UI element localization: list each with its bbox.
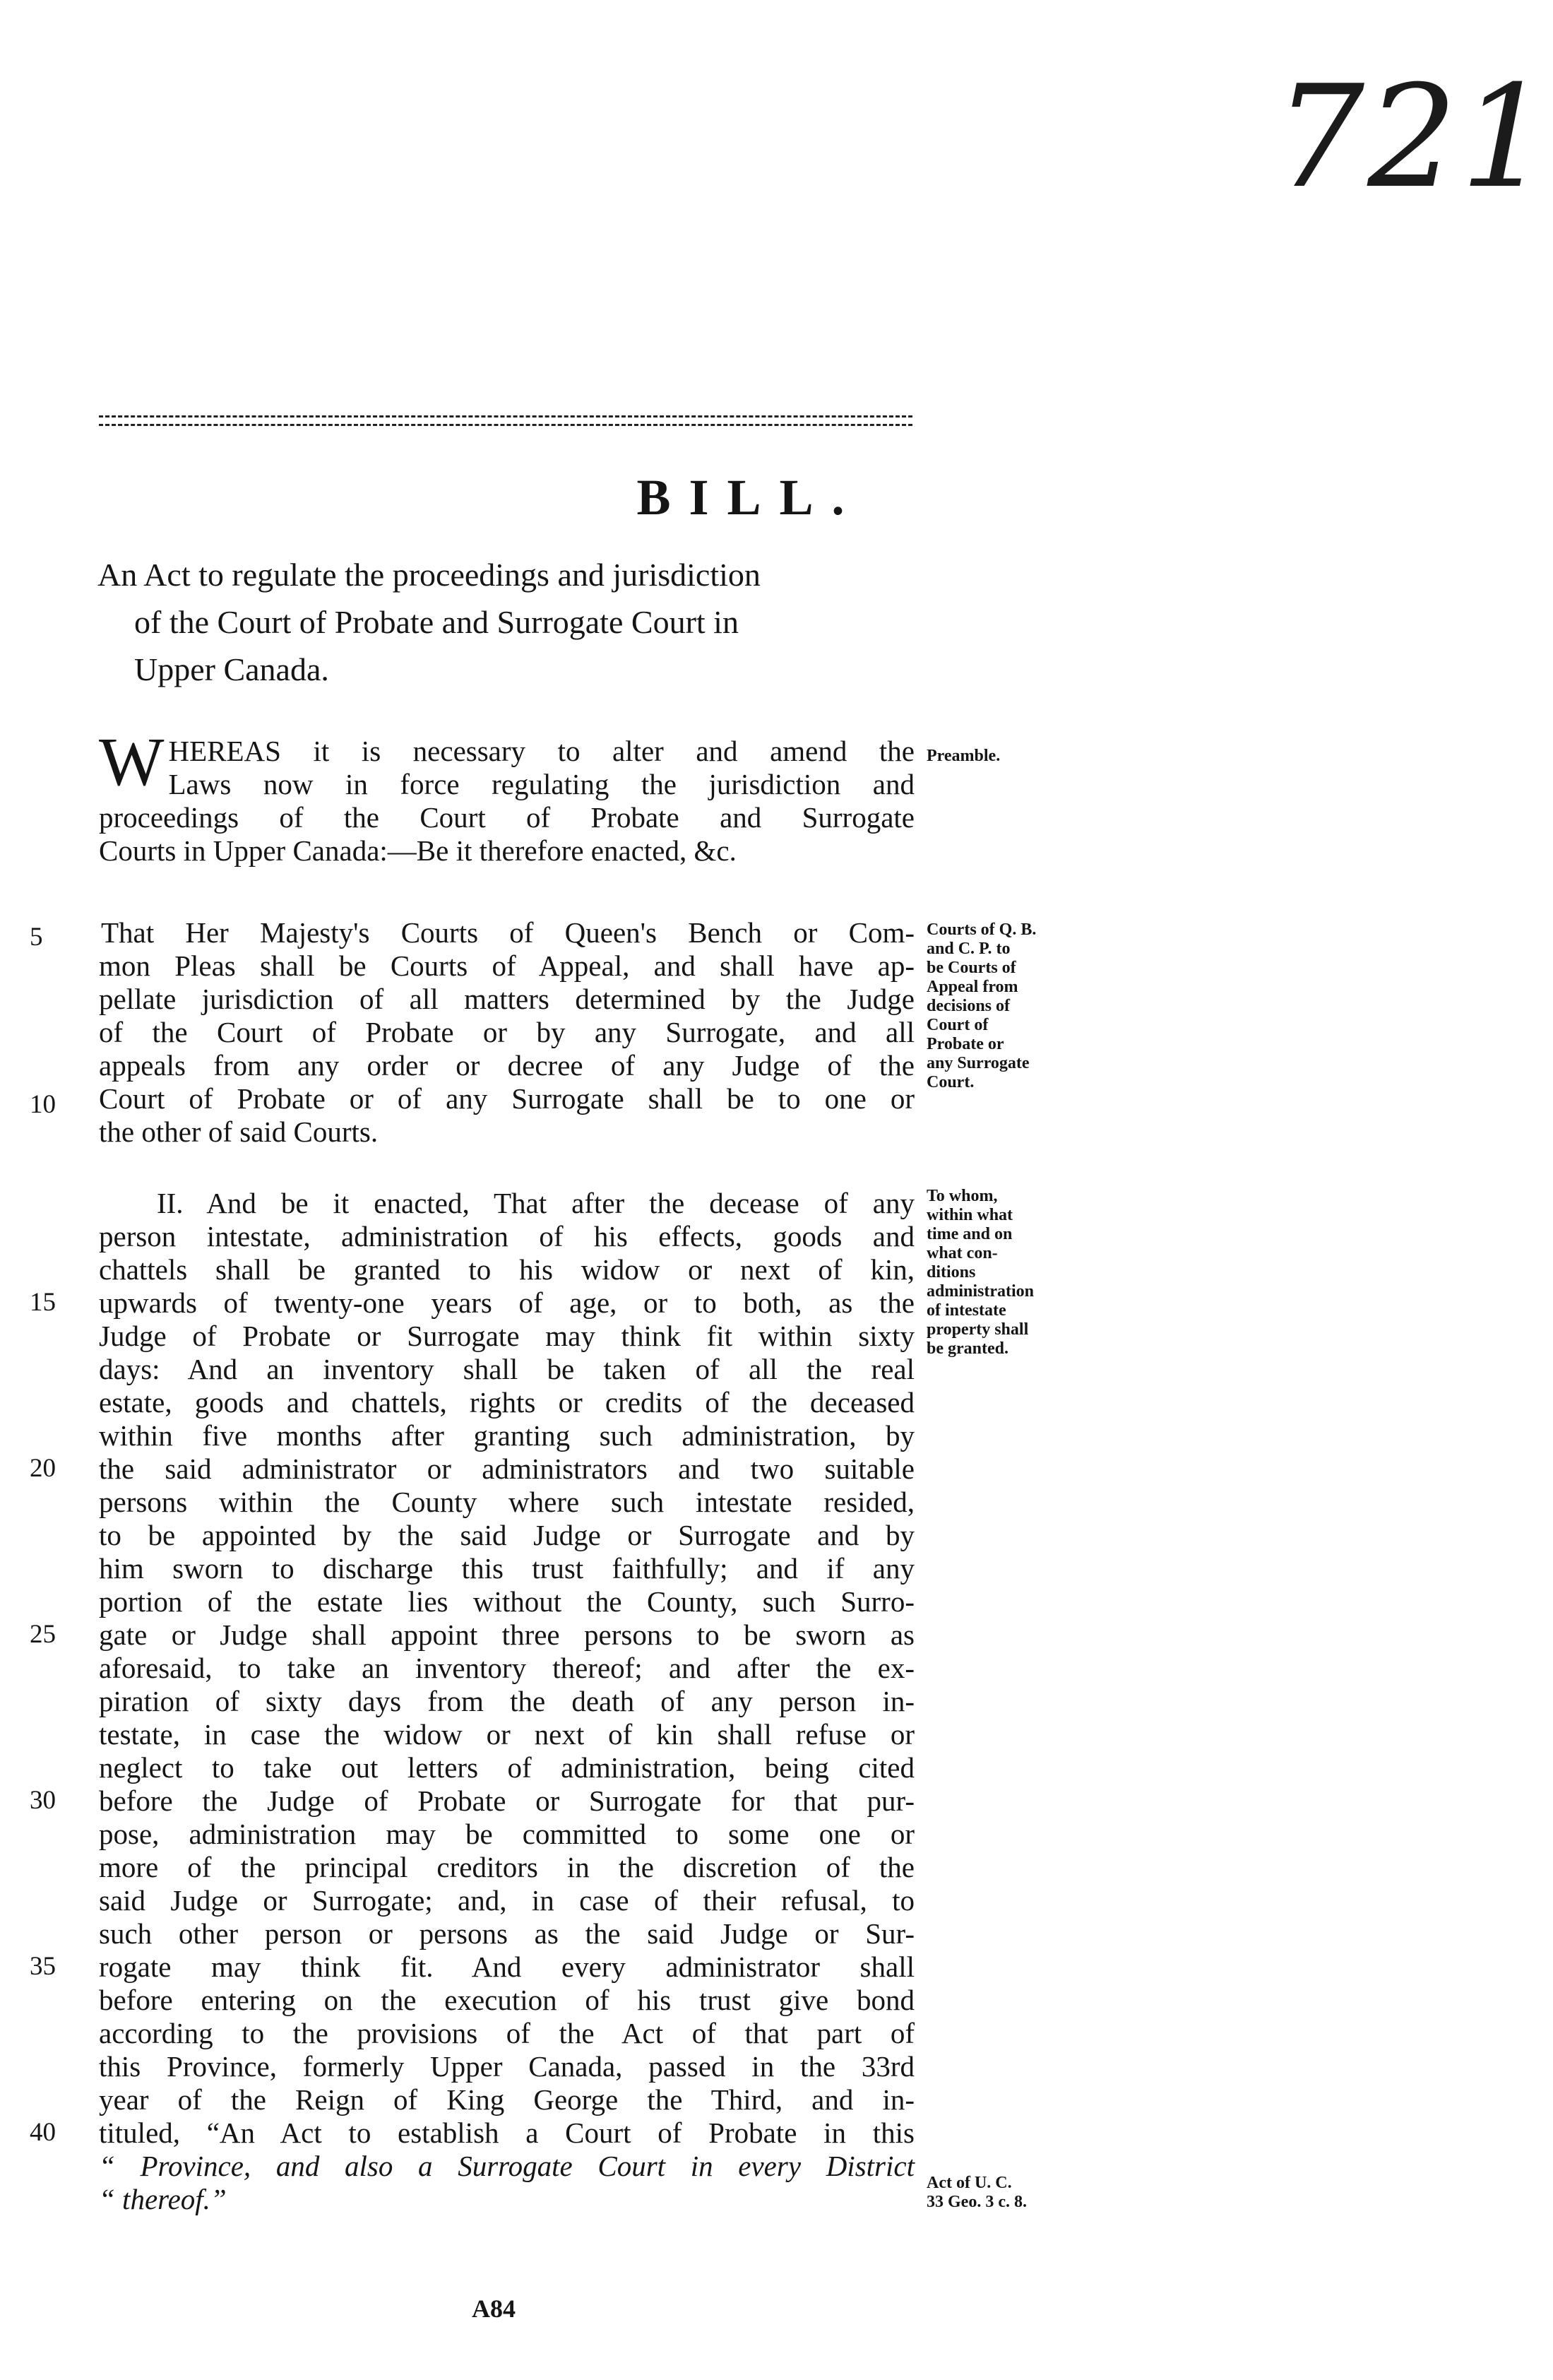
note-line: property shall — [927, 1320, 1029, 1339]
note-line: be granted. — [927, 1339, 1008, 1358]
note-line: any Surrogate — [927, 1054, 1030, 1072]
text-line: the said administrator or administrators and two suitable — [99, 1452, 915, 1485]
note-line: Court. — [927, 1073, 975, 1091]
drop-cap: W — [99, 724, 165, 800]
text-line: Laws now in force regulating the jurisdiction and — [168, 768, 915, 800]
note-line: be Courts of — [927, 959, 1016, 977]
line-number: 30 — [30, 1786, 56, 1815]
text-line: year of the Reign of King George the Third, and in- — [99, 2083, 915, 2116]
text-line: before entering on the execution of his trust give bond — [99, 1984, 915, 2016]
page-number: 721 — [1275, 55, 1553, 220]
text-line: appeals from any order or decree of any Judge of the — [99, 1049, 915, 1082]
text-line: such other person or persons as the said Judge or Sur- — [99, 1917, 915, 1950]
note-line: ditions — [927, 1263, 976, 1281]
text-line: “ thereof.” — [99, 2183, 227, 2215]
text-line: more of the principal creditors in the discretion of the — [99, 1851, 915, 1883]
text-line: portion of the estate lies without the County, such Surro- — [99, 1585, 915, 1618]
margin-note-section-2 — [927, 1187, 1089, 1358]
text-line: That Her Majesty's Courts of Queen's Bench or Com- — [101, 916, 915, 949]
note-line: 33 Geo. 3 c. 8. — [927, 2193, 1027, 2211]
printer-signature-mark: A84 — [472, 2295, 516, 2323]
line-number: 35 — [30, 1952, 56, 1981]
text-line: Court of Probate or of any Surrogate shall be to one or — [99, 1082, 915, 1115]
text-line: pellate jurisdiction of all matters determined by the Judge — [99, 983, 915, 1015]
text-line: said Judge or Surrogate; and, in case of their refusal, to — [99, 1884, 915, 1917]
section-1-paragraph — [99, 916, 915, 1149]
note-line: Preamble. — [927, 747, 1001, 765]
text-line: persons within the County where such intestate resided, — [99, 1486, 915, 1518]
note-line: Appeal from — [927, 978, 1018, 996]
line-number: 10 — [30, 1090, 56, 1119]
text-line: Judge of Probate or Surrogate may think fit within sixty — [99, 1320, 915, 1352]
note-line: what con- — [927, 1244, 998, 1262]
text-line: mon Pleas shall be Courts of Appeal, and shall have ap- — [99, 949, 915, 982]
long-title — [97, 551, 920, 693]
text-line: chattels shall be granted to his widow or next of kin, — [99, 1253, 915, 1286]
preamble-paragraph — [99, 724, 915, 868]
note-line: Courts of Q. B. — [927, 920, 1037, 939]
line-number: 25 — [30, 1620, 56, 1649]
text-line: before the Judge of Probate or Surrogate for that pur- — [99, 1784, 915, 1817]
text-line: within five months after granting such administration, by — [99, 1419, 915, 1452]
long-title-line: Upper Canada. — [134, 651, 329, 687]
text-line: the other of said Courts. — [99, 1115, 379, 1148]
long-title-line: of the Court of Probate and Surrogate Court in — [134, 604, 739, 640]
text-line: pose, administration may be committed to some one or — [99, 1818, 915, 1850]
text-line: gate or Judge shall appoint three persons to be sworn as — [99, 1618, 915, 1651]
margin-note-preamble — [927, 747, 1089, 766]
note-line: Court of — [927, 1016, 989, 1034]
line-number: 15 — [30, 1288, 56, 1317]
text-line: proceedings of the Court of Probate and Surrogate — [99, 801, 915, 834]
text-line: rogate may think fit. And every administrator shall — [99, 1950, 915, 1983]
text-line: Courts in Upper Canada:—Be it therefore enacted, &c. — [99, 834, 737, 867]
margin-note-section-1 — [927, 920, 1089, 1092]
note-line: decisions of — [927, 997, 1011, 1015]
text-line: according to the provisions of the Act of that part of — [99, 2017, 915, 2049]
text-line: neglect to take out letters of administration, being cited — [99, 1751, 915, 1784]
text-line: upwards of twenty-one years of age, or to both, as the — [99, 1286, 915, 1319]
note-line: and C. P. to — [927, 940, 1011, 958]
note-line: Act of U. C. — [927, 2174, 1012, 2192]
note-line: within what — [927, 1206, 1013, 1224]
text-line: “ Province, and also a Surrogate Court in every District — [99, 2150, 915, 2182]
text-line: aforesaid, to take an inventory thereof; and after the ex- — [99, 1652, 915, 1684]
note-line: Probate or — [927, 1035, 1004, 1053]
top-rule-lower — [99, 424, 912, 426]
top-rule — [99, 415, 912, 418]
text-line: person intestate, administration of his effects, goods and — [99, 1220, 915, 1253]
text-line: II. And be it enacted, That after the decease of any — [157, 1187, 915, 1219]
note-line: administration — [927, 1282, 1035, 1301]
line-number: 5 — [30, 923, 43, 952]
long-title-line: An Act to regulate the proceedings and jurisdiction — [97, 557, 761, 593]
text-line: days: And an inventory shall be taken of all the real — [99, 1353, 915, 1385]
section-2-paragraph — [99, 1187, 915, 2216]
text-line: HEREAS it is necessary to alter and amend the — [168, 735, 915, 767]
text-line: of the Court of Probate or by any Surrogate, and all — [99, 1016, 915, 1048]
note-line: time and on — [927, 1225, 1013, 1243]
text-line: this Province, formerly Upper Canada, passed in the 33rd — [99, 2050, 915, 2083]
line-number: 20 — [30, 1454, 56, 1483]
text-line: estate, goods and chattels, rights or credits of the deceased — [99, 1386, 915, 1419]
line-number: 40 — [30, 2118, 56, 2147]
text-line: tituled, “An Act to establish a Court of Probate in this — [99, 2116, 915, 2149]
margin-note-act-reference — [927, 2174, 1089, 2212]
bill-title: BILL. — [636, 469, 863, 526]
text-line: testate, in case the widow or next of kin shall refuse or — [99, 1718, 915, 1751]
note-line: To whom, — [927, 1187, 998, 1205]
note-line: of intestate — [927, 1301, 1006, 1320]
text-line: to be appointed by the said Judge or Surrogate and by — [99, 1519, 915, 1551]
text-line: him sworn to discharge this trust faithfully; and if any — [99, 1552, 915, 1585]
text-line: piration of sixty days from the death of any person in- — [99, 1685, 915, 1717]
